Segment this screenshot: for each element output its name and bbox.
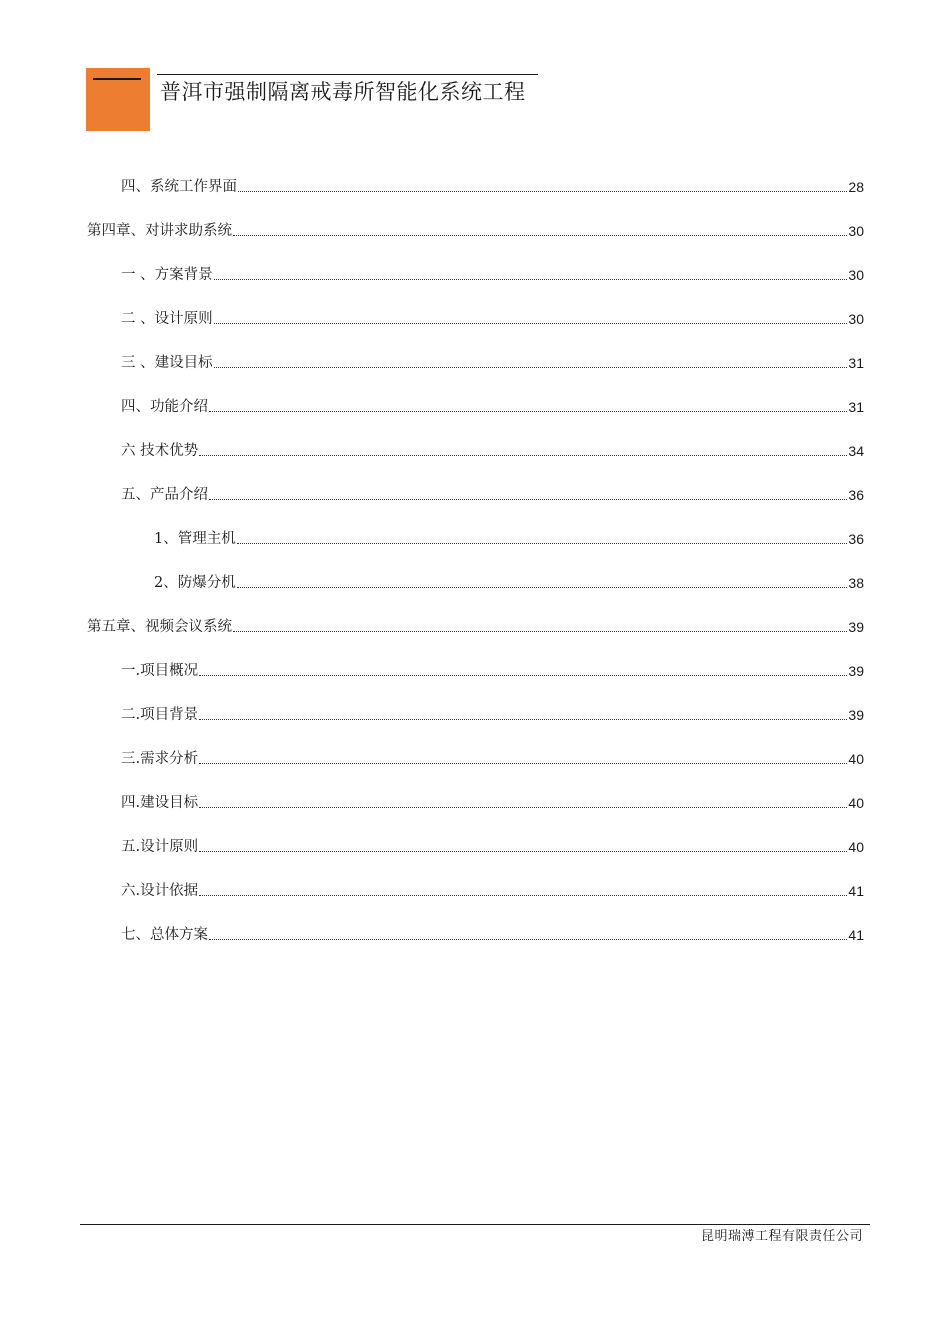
toc-entry-label: 四.建设目标 (121, 795, 199, 811)
toc-dot-leader (199, 719, 847, 720)
toc-entry[interactable] (121, 264, 864, 286)
toc-entry[interactable] (121, 924, 864, 946)
header-rule (157, 74, 538, 75)
toc-dot-leader (199, 763, 847, 764)
toc-dot-leader (199, 807, 847, 808)
toc-entry-label: 三 、建设目标 (121, 355, 213, 371)
toc-dot-leader (237, 587, 848, 588)
toc-entry-page-number: 30 (848, 223, 864, 239)
toc-dot-leader (199, 851, 847, 852)
toc-dot-leader (209, 411, 847, 412)
footer-rule (80, 1224, 870, 1225)
toc-entry-label: 六.设计依据 (121, 883, 199, 899)
toc-entry-label: 一 、方案背景 (121, 267, 213, 283)
header-accent-line (93, 78, 141, 80)
document-title: 普洱市强制隔离戒毒所智能化系统工程 (160, 80, 526, 104)
toc-entry-page-number: 34 (848, 443, 864, 459)
toc-entry[interactable] (154, 528, 864, 550)
toc-entry-label: 2、防爆分机 (154, 575, 236, 591)
toc-entry-page-number: 39 (848, 619, 864, 635)
toc-entry-page-number: 31 (848, 355, 864, 371)
toc-entry[interactable] (121, 484, 864, 506)
toc-entry-page-number: 40 (848, 751, 864, 767)
toc-entry[interactable] (121, 176, 864, 198)
toc-entry[interactable] (121, 352, 864, 374)
toc-entry-label: 1、管理主机 (154, 531, 236, 547)
toc-entry[interactable] (121, 704, 864, 726)
toc-dot-leader (199, 675, 847, 676)
toc-entry-label: 第四章、对讲求助系统 (87, 223, 232, 239)
toc-entry[interactable] (154, 572, 864, 594)
toc-dot-leader (209, 499, 847, 500)
toc-dot-leader (233, 631, 847, 632)
toc-entry-page-number: 41 (848, 883, 864, 899)
toc-entry-label: 二 、设计原则 (121, 311, 213, 327)
toc-dot-leader (214, 367, 848, 368)
toc-entry-page-number: 36 (848, 487, 864, 503)
toc-entry[interactable] (121, 308, 864, 330)
toc-entry-page-number: 30 (848, 267, 864, 283)
toc-entry-label: 第五章、视频会议系统 (87, 619, 232, 635)
toc-entry[interactable] (121, 396, 864, 418)
toc-dot-leader (199, 895, 847, 896)
toc-entry-page-number: 38 (848, 575, 864, 591)
toc-entry-page-number: 40 (848, 839, 864, 855)
toc-dot-leader (238, 191, 847, 192)
toc-entry[interactable] (87, 220, 864, 242)
toc-entry-page-number: 31 (848, 399, 864, 415)
toc-entry-page-number: 39 (848, 663, 864, 679)
toc-dot-leader (214, 279, 848, 280)
toc-entry-label: 二.项目背景 (121, 707, 199, 723)
toc-entry-page-number: 30 (848, 311, 864, 327)
toc-entry-page-number: 39 (848, 707, 864, 723)
toc-entry[interactable] (121, 792, 864, 814)
toc-entry[interactable] (121, 440, 864, 462)
toc-dot-leader (233, 235, 847, 236)
toc-entry[interactable] (121, 836, 864, 858)
toc-entry[interactable] (121, 880, 864, 902)
toc-entry-label: 五、产品介绍 (121, 487, 208, 503)
toc-entry-label: 四、功能介绍 (121, 399, 208, 415)
toc-entry-label: 四、系统工作界面 (121, 179, 237, 195)
footer-company-name: 昆明瑞溥工程有限责任公司 (700, 1229, 863, 1244)
toc-entry-page-number: 28 (848, 179, 864, 195)
toc-entry[interactable] (121, 748, 864, 770)
toc-dot-leader (209, 939, 847, 940)
toc-dot-leader (237, 543, 848, 544)
toc-entry-label: 七、总体方案 (121, 927, 208, 943)
toc-entry-label: 三.需求分析 (121, 751, 199, 767)
toc-entry-label: 一.项目概况 (121, 663, 199, 679)
toc-entry[interactable] (121, 660, 864, 682)
toc-entry[interactable] (87, 616, 864, 638)
toc-entry-page-number: 41 (848, 927, 864, 943)
toc-dot-leader (199, 455, 847, 456)
toc-entry-label: 五.设计原则 (121, 839, 199, 855)
toc-entry-page-number: 36 (848, 531, 864, 547)
toc-dot-leader (214, 323, 848, 324)
toc-entry-page-number: 40 (848, 795, 864, 811)
toc-entry-label: 六 技术优势 (121, 443, 199, 459)
